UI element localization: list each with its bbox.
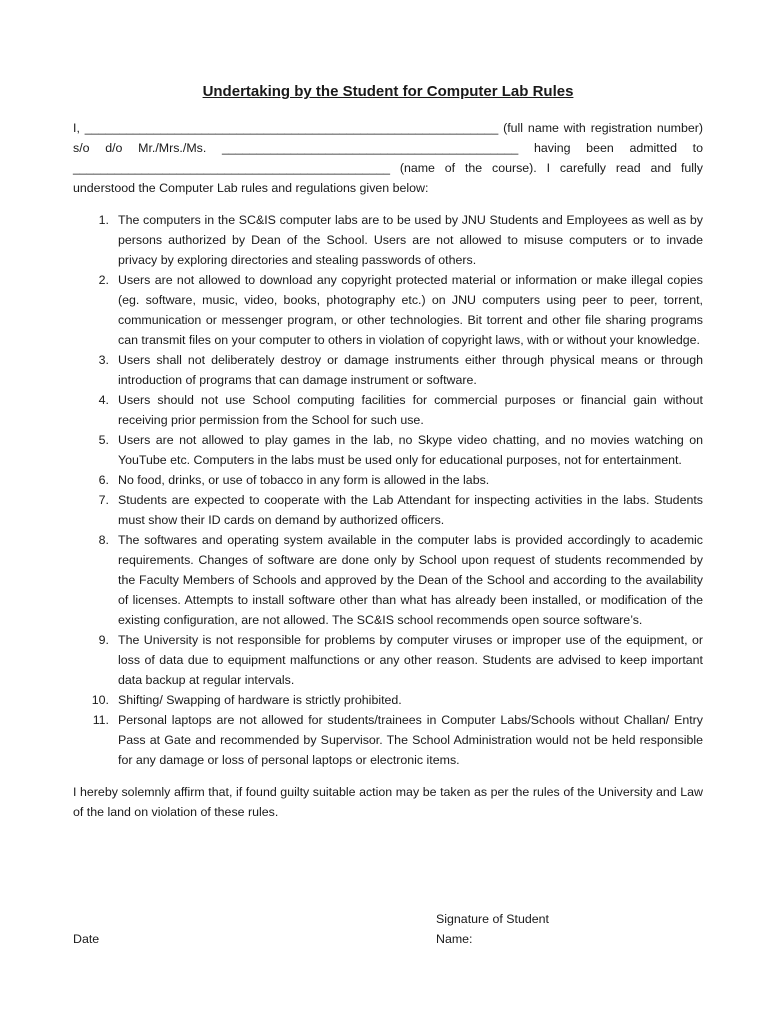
- rule-number: 6.: [98, 473, 109, 487]
- rule-text: Users should not use School computing facilities for commercial purposes or financial gain without receiving prior permission from the School for such use.: [118, 393, 703, 427]
- rule-item: [73, 390, 703, 430]
- rule-number: 2.: [98, 273, 109, 287]
- rule-item: [73, 630, 703, 690]
- document-title: Undertaking by the Student for Computer Lab Rules: [202, 83, 574, 100]
- document-page: [73, 82, 703, 822]
- rule-number: 11.: [92, 713, 109, 727]
- rules-list: [73, 210, 703, 770]
- rule-item: [73, 350, 703, 390]
- rule-number: 5.: [98, 433, 109, 447]
- rule-item: [73, 490, 703, 530]
- rule-text: Users are not allowed to download any copyright protected material or information or make illegal copies (eg. software, music, video, books, photography etc.) on JNU computers using peer to peer, torrent, communication or messenger program, or other technologies. Bit torrent and other file sharing programs can transmit files on your computer to others in violation of copyright laws, with or without your knowledge.: [118, 273, 703, 347]
- rule-item: [73, 210, 703, 270]
- rule-number: 8.: [98, 533, 109, 547]
- rule-number: 9.: [98, 633, 109, 647]
- rule-number: 3.: [98, 353, 109, 367]
- rule-item: [73, 470, 703, 490]
- signature-label: Signature of Student: [436, 912, 549, 926]
- rule-item: [73, 690, 703, 710]
- rule-item: [73, 270, 703, 350]
- rule-text: No food, drinks, or use of tobacco in any form is allowed in the labs.: [118, 473, 490, 487]
- rule-item: [73, 530, 703, 630]
- rule-text: Shifting/ Swapping of hardware is strictly prohibited.: [118, 693, 402, 707]
- rule-text: Users shall not deliberately destroy or damage instruments either through physical means or through introduction of programs that can damage instrument or software.: [118, 353, 703, 387]
- rule-number: 1.: [98, 213, 109, 227]
- rule-number: 4.: [98, 393, 109, 407]
- rule-text: Users are not allowed to play games in the lab, no Skype video chatting, and no movies watching on YouTube etc. Computers in the labs must be used only for educational purposes, not for entertainment.: [118, 433, 703, 467]
- rule-number: 7.: [98, 493, 109, 507]
- rule-number: 10.: [91, 693, 109, 707]
- rule-text: The computers in the SC&IS computer labs are to be used by JNU Students and Employees as well as by persons authorized by Dean of the School. Users are not allowed to misuse computers or to invade privacy by exploring directories and stealing passwords of others.: [118, 213, 703, 267]
- intro-paragraph: I, ____________________________________________________________ (full name with registration number) s/o d/o Mr./Mrs./Ms. ___________________________________________ having been admitted to ______________________________________________ (name of the course). I carefully read and fully understood the Computer Lab rules and regulations given below:: [73, 121, 703, 195]
- affirmation-paragraph: I hereby solemnly affirm that, if found guilty suitable action may be taken as per the rules of the University and Law of the land on violation of these rules.: [73, 785, 703, 819]
- rule-text: Personal laptops are not allowed for students/trainees in Computer Labs/Schools without Challan/ Entry Pass at Gate and recommended by Supervisor. The School Administration would not be held responsible for any damage or loss of personal laptops or electronic items.: [118, 713, 703, 767]
- rule-item: [73, 710, 703, 770]
- signature-block: [436, 909, 549, 949]
- date-label: Date: [73, 932, 100, 946]
- name-label: Name:: [436, 932, 473, 946]
- rule-text: The softwares and operating system available in the computer labs is provided accordingly to academic requirements. Changes of software are done only by School upon request of students recommended by the Faculty Members of Schools and approved by the Dean of the School and according to the availability of licenses. Attempts to install software other than what has already been installed, or modification of the existing configuration, are not allowed. The SC&IS school recommends open source software’s.: [118, 533, 703, 627]
- rule-text: Students are expected to cooperate with the Lab Attendant for inspecting activities in the labs. Students must show their ID cards on demand by authorized officers.: [118, 493, 703, 527]
- rule-item: [73, 430, 703, 470]
- rule-text: The University is not responsible for problems by computer viruses or improper use of the equipment, or loss of data due to equipment malfunctions or any other reason. Students are advised to keep important data backup at regular intervals.: [118, 633, 703, 687]
